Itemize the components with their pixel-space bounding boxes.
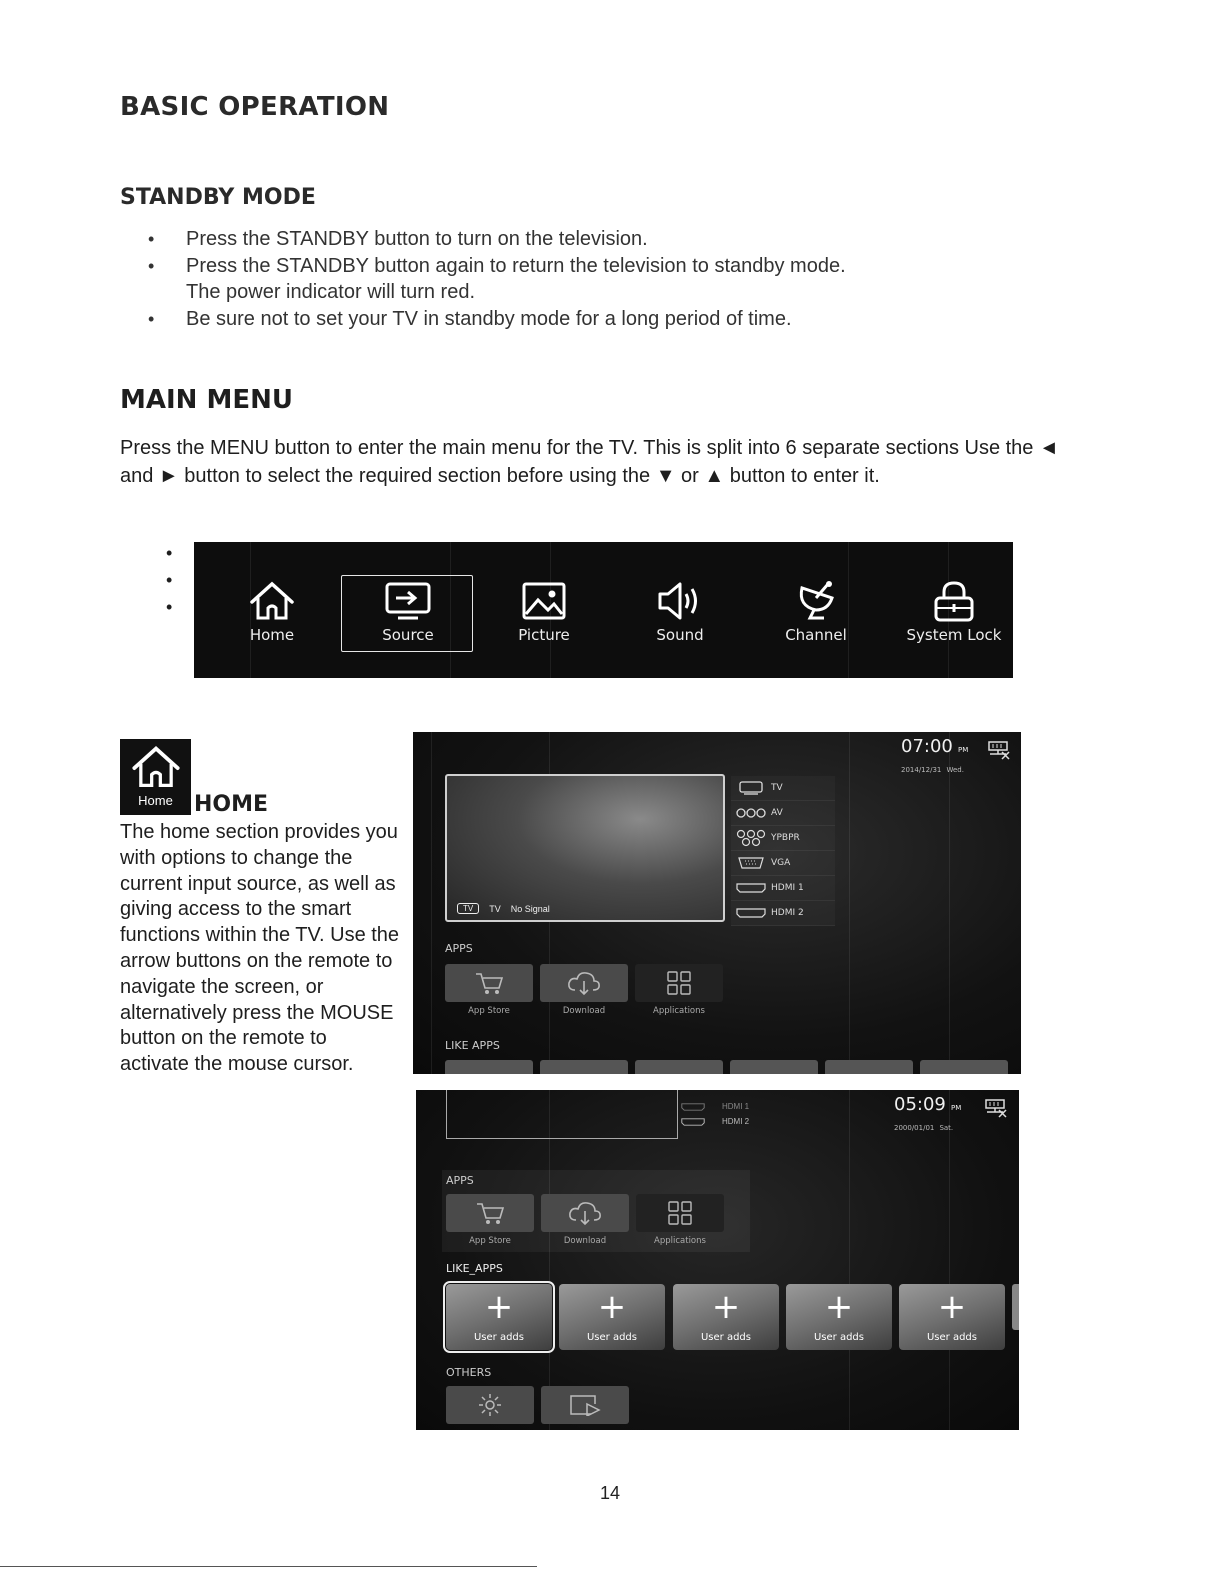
user-adds-caption: User adds — [586, 1332, 637, 1343]
list-item — [148, 253, 1048, 306]
user-adds-caption: User adds — [813, 1332, 864, 1343]
menu-item-channel[interactable] — [748, 542, 884, 678]
app-tile-applications[interactable] — [636, 1194, 724, 1232]
like-app-tile[interactable] — [445, 1060, 533, 1074]
like-app-tile[interactable] — [920, 1060, 1008, 1074]
hdmi-icon — [736, 908, 766, 918]
page-number: 14 — [599, 1483, 621, 1503]
main-menu-bar — [194, 542, 1013, 678]
home-screen-screenshot-1 — [413, 732, 1021, 1074]
main-menu-description: Press the MENU button to enter the main menu for the TV. This is split into 6 separate sections Use the ◄ and ► button to select the required section before using the ▼ or ▲ button to enter it. — [120, 437, 1059, 487]
source-label: HDMI 1 — [722, 1102, 750, 1111]
source-label: HDMI 1 — [771, 883, 804, 893]
source-item-hdmi1[interactable] — [731, 876, 835, 901]
heading-home: HOME — [194, 792, 269, 817]
user-adds-caption: User adds — [700, 1332, 751, 1343]
clock-date: 2000/01/01 — [894, 1124, 935, 1132]
source-icon — [384, 580, 432, 622]
app-caption: Download — [562, 1006, 606, 1016]
preview-status: No Signal — [510, 903, 550, 914]
app-tile-download[interactable] — [540, 964, 628, 1002]
source-label: TV — [771, 783, 783, 793]
others-section-label: OTHERS — [446, 1366, 492, 1379]
clock-date: 2014/12/31 — [901, 766, 942, 774]
source-label: VGA — [771, 858, 791, 868]
picture-icon — [520, 580, 568, 622]
like-apps-section-label: LIKE_APPS — [446, 1262, 503, 1275]
empty-bullets: • • • — [166, 543, 173, 617]
satellite-icon — [792, 580, 840, 622]
menu-item-label: Sound — [656, 626, 704, 644]
clock-weekday: Wed. — [946, 766, 964, 774]
plus-icon: + — [484, 1287, 514, 1327]
home-icon — [130, 743, 182, 791]
app-caption: Applications — [654, 1236, 706, 1246]
network-disconnected-icon — [987, 740, 1011, 760]
source-list — [731, 776, 835, 926]
plus-icon: + — [711, 1287, 741, 1327]
clock — [894, 1094, 961, 1134]
plus-icon: + — [937, 1287, 967, 1327]
others-tile-settings[interactable] — [446, 1386, 534, 1424]
cart-icon — [475, 1200, 505, 1226]
user-adds-caption: User adds — [926, 1332, 977, 1343]
source-item-tv[interactable] — [731, 776, 835, 801]
clock-time: 05:09 — [894, 1094, 946, 1115]
app-caption: App Store — [469, 1236, 511, 1246]
menu-item-source[interactable] — [340, 542, 476, 678]
list-item: • Be sure not to set your TV in standby mode for a long period of time. — [148, 306, 1048, 333]
app-tile-applications[interactable] — [635, 964, 723, 1002]
app-tile-app-store[interactable] — [446, 1194, 534, 1232]
heading-main-menu: MAIN MENU — [120, 385, 293, 415]
bullet-line: Press the STANDBY button again to return the television to standby mode. — [186, 254, 846, 277]
like-app-tile[interactable] — [730, 1060, 818, 1074]
cloud-download-icon — [568, 1200, 602, 1226]
others-tile-media[interactable] — [541, 1386, 629, 1424]
tv-icon — [738, 781, 764, 795]
network-disconnected-icon — [984, 1098, 1008, 1118]
apps-section-label: APPS — [445, 942, 473, 955]
user-adds-tile[interactable] — [446, 1284, 552, 1350]
source-label: YPBPR — [771, 833, 800, 843]
menu-item-home[interactable] — [204, 542, 340, 678]
menu-item-label: Picture — [518, 626, 570, 644]
page-heading-basic-operation: BASIC OPERATION — [120, 92, 390, 122]
source-label: HDMI 2 — [722, 1117, 750, 1126]
tv-preview-window[interactable] — [445, 774, 725, 922]
user-adds-caption: User adds — [473, 1332, 524, 1343]
home-section-icon — [120, 739, 191, 815]
hdmi-icon — [736, 883, 766, 893]
cloud-download-icon — [567, 970, 601, 996]
clock-weekday: Sat. — [939, 1124, 954, 1132]
source-item-av[interactable] — [731, 801, 835, 826]
source-label: HDMI 2 — [771, 908, 804, 918]
menu-item-sound[interactable] — [612, 542, 748, 678]
source-item-ypbpr[interactable] — [731, 826, 835, 851]
source-item-hdmi2[interactable] — [731, 901, 835, 926]
preview-source: TV — [489, 903, 501, 914]
tv-tag-icon: TV — [457, 903, 479, 914]
home-icon-label: Home — [138, 793, 173, 808]
source-item-vga[interactable] — [731, 851, 835, 876]
list-item: • Press the STANDBY button to turn on the television. — [148, 226, 1048, 253]
source-item-hdmi2[interactable] — [680, 1117, 749, 1126]
source-label: AV — [771, 808, 783, 818]
app-caption: Download — [563, 1236, 607, 1246]
user-adds-tile[interactable] — [786, 1284, 892, 1350]
user-adds-tile-partial[interactable] — [1012, 1284, 1019, 1330]
clock-time: 07:00 — [901, 736, 953, 757]
user-adds-tile[interactable] — [899, 1284, 1005, 1350]
home-description: The home section provides you with options to change the current input source, as well as giving access to the smart functions within the TV. Use the arrow buttons on the remote to navigate the screen, or alternatively press the MOUSE button on the remote to activate the mouse cursor. — [120, 821, 400, 1076]
bullet-continuation: The power indicator will turn red. — [186, 281, 476, 303]
plus-icon: + — [597, 1287, 627, 1327]
app-caption: App Store — [468, 1006, 510, 1016]
apps-section-label: APPS — [446, 1174, 474, 1187]
grid-icon — [666, 970, 692, 996]
cart-icon — [474, 970, 504, 996]
source-item-hdmi1[interactable] — [680, 1102, 749, 1111]
hdmi-icon — [680, 1118, 706, 1126]
clock — [901, 736, 968, 776]
app-tile-download[interactable] — [541, 1194, 629, 1232]
preview-status-bar — [457, 903, 550, 914]
app-caption: Applications — [653, 1006, 705, 1016]
user-adds-tile[interactable] — [673, 1284, 779, 1350]
gear-icon — [477, 1392, 503, 1418]
plus-icon: + — [824, 1287, 854, 1327]
av-icon — [736, 807, 766, 819]
grid-icon — [667, 1200, 693, 1226]
preview-window-partial — [446, 1090, 678, 1139]
standby-bullet-list — [148, 226, 1048, 332]
menu-item-label: Channel — [785, 626, 847, 644]
menu-item-label: Source — [382, 626, 434, 644]
sound-icon — [656, 580, 704, 622]
hdmi-icon — [680, 1103, 706, 1111]
user-adds-tile[interactable] — [559, 1284, 665, 1350]
ypbpr-icon — [736, 829, 766, 847]
menu-item-label: System Lock — [906, 626, 1002, 644]
footer-rule — [0, 1566, 537, 1567]
like-app-tile[interactable] — [540, 1060, 628, 1074]
clock-ampm: PM — [950, 1104, 962, 1112]
heading-standby-mode: STANDBY MODE — [120, 185, 316, 210]
menu-item-system-lock[interactable] — [886, 542, 1022, 678]
lock-icon — [930, 580, 978, 622]
home-icon — [248, 580, 296, 622]
clock-ampm: PM — [957, 746, 969, 754]
source-list-partial — [680, 1102, 749, 1126]
menu-item-label: Home — [249, 626, 295, 644]
vga-icon — [737, 857, 765, 869]
menu-item-picture[interactable] — [476, 542, 612, 678]
video-player-icon — [569, 1394, 601, 1416]
like-app-tile[interactable] — [825, 1060, 913, 1074]
like-app-tile[interactable] — [635, 1060, 723, 1074]
app-tile-app-store[interactable] — [445, 964, 533, 1002]
like-apps-section-label: LIKE APPS — [445, 1039, 500, 1052]
home-screen-screenshot-2 — [416, 1090, 1019, 1430]
